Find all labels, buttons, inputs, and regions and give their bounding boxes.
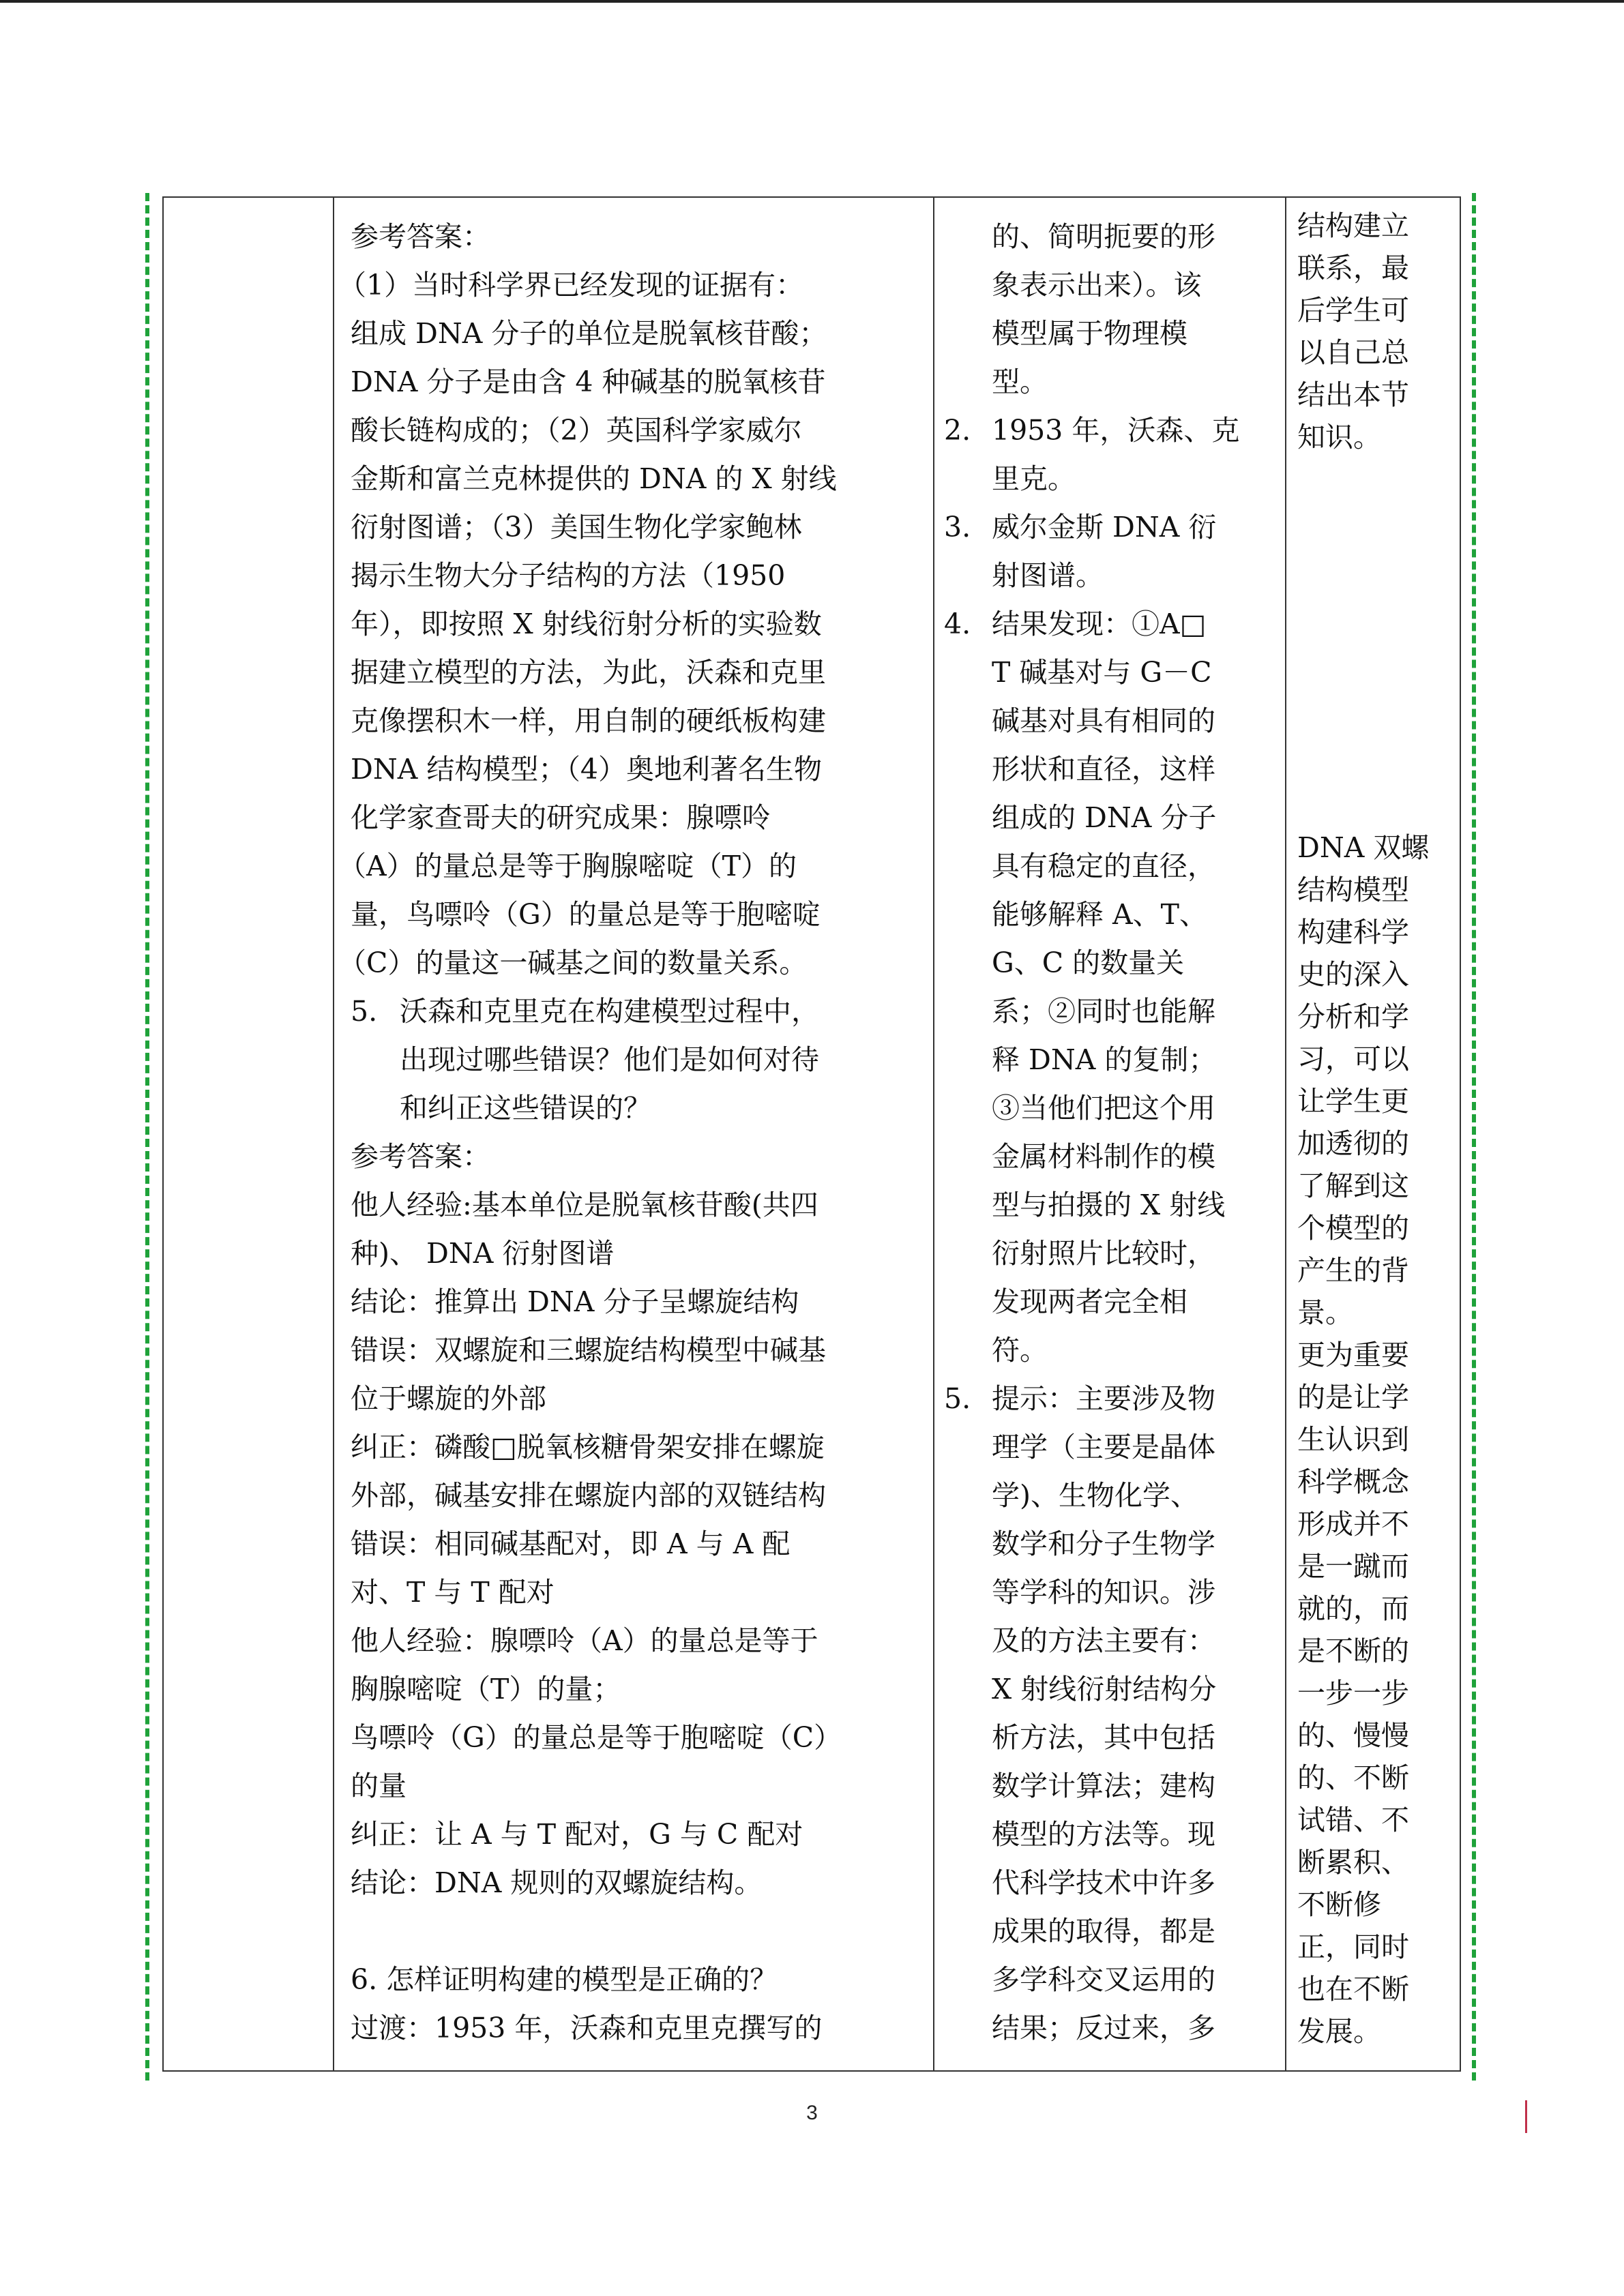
text-line: 让学生更 [1297,1085,1409,1118]
text-line: 后学生可 [1297,294,1409,327]
question-number: 5. [351,995,378,1028]
text-line: 科学概念 [1297,1465,1409,1498]
text-line: T 碱基对与 G－C [992,656,1212,689]
right-dashed-border [1472,193,1476,2081]
lesson-table [162,196,1461,2072]
text-line: 结论：推算出 DNA 分子呈螺旋结构 [351,1285,799,1318]
text-line: 衍射照片比较时， [992,1237,1215,1270]
text-line: 具有稳定的直径， [992,850,1215,882]
text-line: DNA 双螺 [1297,831,1430,864]
text-line: 胸腺嘧啶（T）的量； [351,1673,621,1705]
item-text: 结果发现：①A□ [992,608,1207,640]
text-line: 里克。 [992,462,1076,495]
blank-line [351,1907,919,1956]
text-line: 他人经验:基本单位是脱氧核苷酸(共四 [351,1189,818,1221]
answer-3-line [944,503,1278,552]
text-line: 结出本节 [1297,378,1409,411]
text-line: 位于螺旋的外部 [351,1382,546,1415]
text-line: 年），即按照 X 射线衍射分析的实验数 [351,608,822,640]
blank-section-cell [163,197,334,2071]
text-line: 外部，碱基安排在螺旋内部的双链结构 [351,1479,826,1512]
text-line: 模型属于物理模 [992,317,1187,350]
text-line: 他人经验：腺嘌呤（A）的量总是等于 [351,1624,818,1657]
text-line: 型与拍摄的 X 射线 [992,1189,1226,1221]
question-6-line: 6. 怎样证明构建的模型是正确的？ [351,1963,778,1996]
text-line: 生认识到 [1297,1423,1409,1456]
text-line: 衍射图谱；（3）美国生物化学家鲍林 [351,511,802,543]
text-line: 一步一步 [1297,1677,1409,1710]
text-line: DNA 结构模型；（4）奥地利著名生物 [351,753,822,786]
text-line: 及的方法主要有： [992,1624,1215,1657]
text-line: 景。 [1297,1296,1353,1329]
blank-gap [1297,458,1454,826]
text-line: 酸长链构成的；（2）英国科学家威尔 [351,414,802,447]
answer-2-line [944,406,1278,455]
page-number: 3 [806,2102,818,2124]
text-line: 模型的方法等。现 [992,1818,1215,1851]
design-intent-cell [1286,197,1460,2071]
text-line: 错误：相同碱基配对，即 A 与 A 配 [351,1527,791,1560]
item-text: 威尔金斯 DNA 衍 [992,511,1217,543]
text-line: 数学和分子生物学 [992,1527,1215,1560]
text-line: 金斯和富兰克林提供的 DNA 的 X 射线 [351,462,837,495]
teacher-activity-cell [334,197,934,2071]
text-line: 是不断的 [1297,1635,1409,1667]
text-line: 不断修 [1297,1888,1381,1921]
revision-mark [1525,2100,1527,2133]
text-line: 产生的背 [1297,1254,1409,1287]
text-line: 发展。 [1297,2015,1381,2048]
text-line: 知识。 [1297,421,1381,453]
text-line: 释 DNA 的复制； [992,1043,1217,1076]
text-line: 结果；反过来，多 [992,2012,1215,2044]
text-line: （A）的量总是等于胸腺嘧啶（T）的 [338,850,797,882]
text-line: 多学科交叉运用的 [992,1963,1215,1996]
text-line: 等学科的知识。涉 [992,1576,1215,1609]
text-line: 鸟嘌呤（G）的量总是等于胞嘧啶（C） [351,1721,842,1754]
text-line: 量，鸟嘌呤（G）的量总是等于胞嘧啶 [351,898,821,931]
text-line: 化学家查哥夫的研究成果：腺嘌呤 [351,801,770,834]
text-line: 结构建立 [1297,209,1409,242]
text-line: 种)、 DNA 衍射图谱 [351,1237,615,1270]
text-line: （1）当时科学界已经发现的证据有： [338,269,804,301]
text-line: 史的深入 [1297,958,1409,991]
student-activity-cell [934,197,1286,2071]
text-line: 分析和学 [1297,1000,1409,1033]
text-line: 的、简明扼要的形 [992,220,1215,253]
item-number: 5. [944,1382,971,1415]
text-line: 射图谱。 [992,559,1104,592]
text-line: 组成的 DNA 分子 [992,801,1217,834]
text-line: 的是让学 [1297,1381,1409,1414]
text-line: 加透彻的 [1297,1127,1409,1160]
text-line: 参考答案： [351,1140,490,1173]
text-line: 金属材料制作的模 [992,1140,1215,1173]
text-line: 学)、生物化学、 [992,1479,1198,1512]
text-line: 象表示出来）。该 [992,269,1202,301]
text-line: 更为重要 [1297,1339,1409,1371]
question-5-line: 出现过哪些错误？他们是如何对待 [400,1043,819,1076]
text-line: 的、不断 [1297,1761,1409,1794]
text-line: 也在不断 [1297,1973,1409,2006]
text-line: 过渡：1953 年，沃森和克里克撰写的 [351,2012,823,2044]
answer-5-line [944,1375,1278,1423]
text-line: 成果的取得，都是 [992,1915,1215,1948]
text-line: 是一蹴而 [1297,1550,1409,1583]
text-line: 联系，最 [1297,252,1409,284]
item-number: 2. [944,414,971,447]
text-line: 纠正：让 A 与 T 配对，G 与 C 配对 [351,1818,803,1851]
question-5-line [351,987,919,1036]
text-line: 断累积、 [1297,1846,1409,1879]
text-line: 的量 [351,1770,407,1802]
item-text: 1953 年，沃森、克 [992,414,1240,447]
text-line: 揭示生物大分子结构的方法（1950 [351,559,786,592]
text-line: 数学计算法；建构 [992,1770,1215,1802]
question-5-line: 和纠正这些错误的？ [400,1092,651,1124]
text-line: 形状和直径，这样 [992,753,1215,786]
text-line: 结构模型 [1297,874,1409,906]
text-line: 正，同时 [1297,1930,1409,1963]
text-line: 了解到这 [1297,1169,1409,1202]
text-line: 错误：双螺旋和三螺旋结构模型中碱基 [351,1334,826,1367]
text-line: 试错、不 [1297,1804,1409,1836]
text-line: 型。 [992,366,1048,398]
item-text: 提示：主要涉及物 [992,1382,1215,1415]
text-line: 对、T 与 T 配对 [351,1576,555,1609]
text-line: 系；②同时也能解 [992,995,1215,1028]
text-line: 组成 DNA 分子的单位是脱氧核苷酸； [351,317,827,350]
table-row [163,197,1460,2071]
text-line: 以自己总 [1297,336,1409,369]
text-line: 就的，而 [1297,1592,1409,1625]
text-line: 理学（主要是晶体 [992,1431,1215,1463]
left-dashed-border [145,193,149,2081]
text-line: 形成并不 [1297,1508,1409,1540]
text-line: 习，可以 [1297,1043,1409,1075]
text-line: 构建科学 [1297,916,1409,949]
text-line: 碱基对具有相同的 [992,704,1215,737]
text-line: 纠正：磷酸□脱氧核糖骨架安排在螺旋 [351,1431,825,1463]
text-line: DNA 分子是由含 4 种碱基的脱氧核苷 [351,366,826,398]
text-line: 的、慢慢 [1297,1719,1409,1752]
page-top-rule [0,0,1624,3]
question-text: 沃森和克里克在构建模型过程中， [400,995,819,1028]
answer-4-line [944,600,1278,648]
text-line: 参考答案： [351,220,490,253]
text-line: 克像摆积木一样，用自制的硬纸板构建 [351,704,826,737]
item-number: 4. [944,608,971,640]
text-line: 据建立模型的方法，为此，沃森和克里 [351,656,826,689]
text-line: 结论：DNA 规则的双螺旋结构。 [351,1866,763,1899]
text-line: ③当他们把这个用 [992,1092,1215,1124]
text-line: 析方法，其中包括 [992,1721,1215,1754]
text-line: X 射线衍射结构分 [992,1673,1217,1705]
text-line: 个模型的 [1297,1212,1409,1244]
text-line: 代科学技术中许多 [992,1866,1215,1899]
item-number: 3. [944,511,971,543]
text-line: G、C 的数量关 [992,946,1185,979]
text-line: （C）的量这一碱基之间的数量关系。 [338,946,808,979]
text-line: 发现两者完全相 [992,1285,1187,1318]
text-line: 能够解释 A、T、 [992,898,1207,931]
text-line: 符。 [992,1334,1048,1367]
